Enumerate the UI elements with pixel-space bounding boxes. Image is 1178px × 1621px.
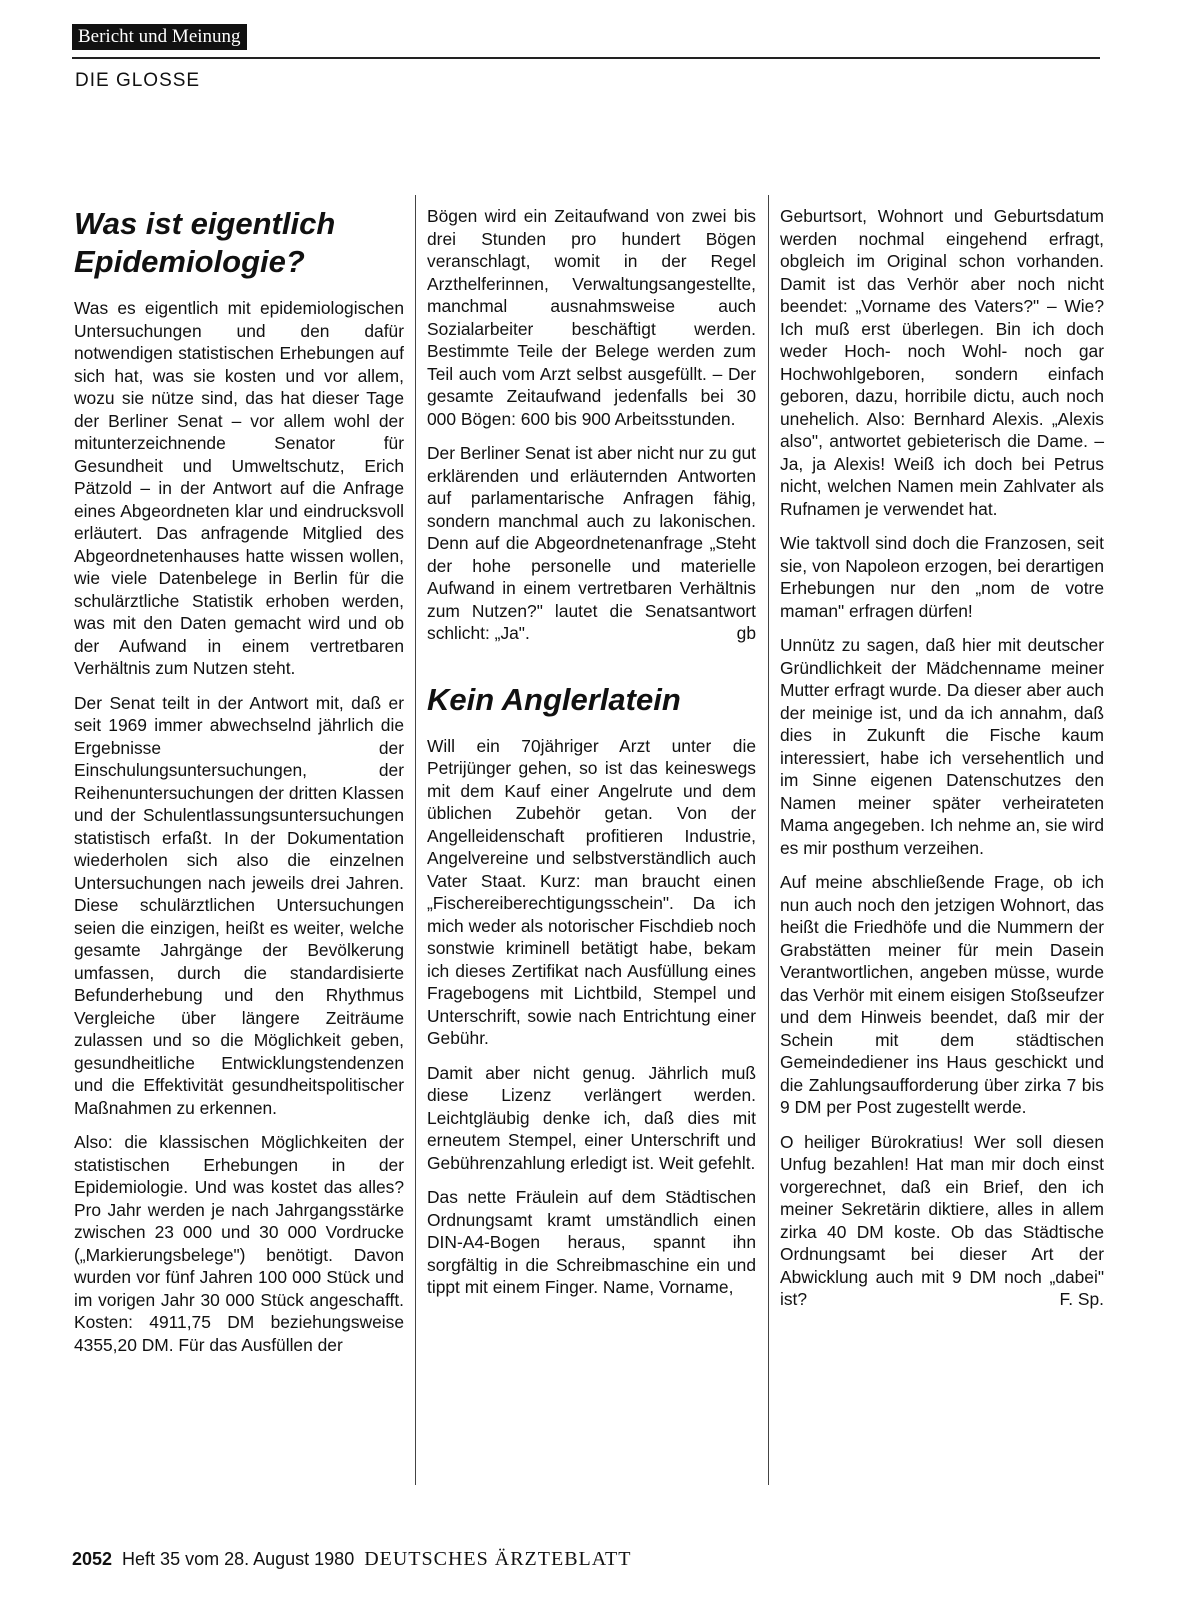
column-1 [74,205,404,1368]
article-1-signature: gb [736,623,756,643]
header-rule [72,57,1100,59]
article-1-paragraph: Was es eigentlich mit epidemiologischen Untersuchungen und den dafür notwendigen statistischen Erhebungen auf sich hat, was sie kosten und vor allem, wozu sie nütze sind, das hat dieser Tage der Berliner Senat – vor allem wohl der mitunterzeichnende Senator für Gesundheit und Umweltschutz, Erich Pätzold – in der Antwort auf die Anfrage eines Abgeordneten klar und eindrucksvoll erläutert. Das anfragende Mitglied des Abgeordnetenhauses hatte wissen wollen, wie viele Datenbelege in Berlin für die schulärztliche Statistik erhoben werden, was mit den Daten gemacht wird und ob der Aufwand in einem vertretbaren Verhältnis zum Nutzen steht. [74,298,404,678]
article-2-paragraph: Geburtsort, Wohnort und Geburtsdatum werden nochmal eingehend erfragt, obgleich im Original schon vorhanden. Damit ist das Verhör aber noch nicht beendet: „Vorname des Vaters?" – Wie? Ich muß erst überlegen. Bin ich doch weder Hoch- noch Wohl- noch gar Hochwohlgeboren, sondern einfach geboren, dazu, horribile dictu, auch noch unehelich. Also: Bernhard Alexis. „Alexis also", antwortet gebieterisch die Dame. – Ja, ja Alexis! Weiß ich doch bei Petrus nicht, welchen Namen mein Zahlvater als Rufnamen je verwendet hat. [780,206,1104,519]
column-2 [427,205,756,1311]
article-2-paragraph: Damit aber nicht genug. Jährlich muß diese Lizenz verlängert werden. Leichtgläubig denke ich, daß dies mit erneutem Stempel, einer Unterschrift und Gebührenzahlung erledigt ist. Weit gefehlt. [427,1062,756,1173]
issue-info: Heft 35 vom 28. August 1980 [122,1549,355,1569]
column-divider [768,195,769,1485]
page-footer [72,1548,631,1571]
article-2-paragraph: Das nette Fräulein auf dem Städtischen Ordnungsamt kramt umständlich einen DIN-A4-Bogen heraus, spannt ihn sorgfältig in die Schreibmaschine ein und tippt mit einem Finger. Name, Vorname, [427,1187,756,1297]
column-3 [780,205,1104,1323]
section-label: Bericht und Meinung [72,24,247,50]
article-1-paragraph [427,442,756,645]
column-divider [415,195,416,1485]
article-2-paragraph: Will ein 70jähriger Arzt unter die Petrijünger gehen, so ist das keineswegs mit dem Kauf einer Angelrute und dem üblichen Zubehör getan. Von der Angelleidenschaft profitieren Industrie, Angelvereine und selbstverständlich auch Vater Staat. Kurz: man braucht einen „Fischereiberechtigungsschein". Da ich mich weder als notorischer Fischdieb noch sonstwie kriminell betätigt habe, bekam ich dieses Zertifikat nach Ausfüllung eines Fragebogens mit Lichtbild, Stempel und Unterschrift, sowie nach Entrichtung einer Gebühr. [427,735,756,1048]
article-1-paragraph: Bögen wird ein Zeitaufwand von zwei bis drei Stunden pro hundert Bögen veranschlagt, womit in der Regel Arzthelferinnen, Verwaltungsangestellte, manchmal ausnahmsweise auch Sozialarbeiter beschäftigt werden. Bestimmte Teile der Belege werden zum Teil auch vom Arzt selbst ausgefüllt. – Der gesamte Zeitaufwand jedenfalls bei 30 000 Bögen: 600 bis 900 Arbeitsstunden. [427,206,756,429]
magazine-name: DEUTSCHES ÄRZTEBLATT [364,1548,632,1570]
article-2-paragraph: Unnütz zu sagen, daß hier mit deutscher Gründlichkeit der Mädchenname meiner Mutter erfragt wurde. Da dieser aber auch der meinige ist, und da ich annahm, daß dies in Zukunft die Fische kaum interessiert, habe ich versehentlich und im Sinne eigenen Datenschutzes den Namen meiner später verheirateten Mama angegeben. Ich nehme an, sie wird es mir posthum verzeihen. [780,635,1104,858]
section-title: DIE GLOSSE [75,70,201,91]
article-2-paragraph: Auf meine abschließende Frage, ob ich nun auch noch den jetzigen Wohnort, das heißt die Friedhöfe und die Nummern der Grabstätten meiner für mein Dasein Verantwortlichen, angeben müsse, wurde das Verhör mit einem eisigen Stoßseufzer und dem Hinweis beendet, daß mir der Schein mit dem städtischen Gemeindediener ins Haus geschickt und die Zahlungsaufforderung über zirka 7 bis 9 DM per Post zugestellt werde. [780,872,1104,1117]
article-1-title: Was ist eigentlich Epidemiologie? [74,206,336,279]
article-1-paragraph: Der Senat teilt in der Antwort mit, daß er seit 1969 immer abwechselnd jährlich die Ergebnisse der Einschulungsuntersuchungen, der Reihenuntersuchungen der dritten Klassen und der Schulentlassungsuntersuchungen statistisch erfaßt. In der Dokumentation wiederholen sich also die einzelnen Untersuchungen nach jeweils drei Jahren. Diese schulärztlichen Untersuchungen seien die einzigen, heißt es weiter, welche gesamte Jahrgänge der Bevölkerung umfassen, durch die standardisierte Befunderhebung und den Rhythmus Vergleiche über längere Zeiträume zulassen und so die Möglichkeit geben, gesundheitliche Entwicklungstendenzen und die Effektivität gesundheitspolitischer Maßnahmen zu erkennen. [74,692,404,1118]
page-number: 2052 [72,1549,113,1569]
article-1-paragraph: Also: die klassischen Möglichkeiten der statistischen Erhebungen in der Epidemiologie. Und was kostet das alles? Pro Jahr werden je nach Jahrgangsstärke zwischen 23 000 und 30 000 Vordrucke („Markierungsbelege") benötigt. Davon wurden vor fünf Jahren 100 000 Stück und im vorigen Jahr 30 000 Stück angeschafft. Kosten: 4911,75 DM beziehungsweise 4355,20 DM. Für das Ausfüllen der [74,1132,404,1355]
article-1-last-text: Der Berliner Senat ist aber nicht nur zu gut erklärenden und erläuternden Antworten auf parlamentarische Anfragen fähig, sondern manchmal auch zu lakonischen. Denn auf die Abgeordnetenanfrage „Steht der hohe personelle und materielle Aufwand in einem vertretbaren Verhältnis zum Nutzen?" lautet die Senatsantwort schlicht: „Ja". [427,443,756,643]
article-2-paragraph [780,1131,1104,1311]
article-2-last-text: O heiliger Bürokratius! Wer soll diesen Unfug bezahlen! Hat man mir doch einst vorgerechnet, daß ein Brief, den ich meiner Sekretärin diktiere, alles in allem zirka 40 DM koste. Ob das Städtische Ordnungsamt bei dieser Art der Abwicklung auch mit 9 DM noch „dabei" ist? [780,1131,1104,1309]
article-2-signature: F. Sp. [1059,1289,1104,1309]
article-2-title: Kein Anglerlatein [427,681,681,717]
article-2-paragraph: Wie taktvoll sind doch die Franzosen, seit sie, von Napoleon erzogen, bei derartigen Erhebungen nur den „nom de votre maman" erfragen dürfen! [780,533,1104,621]
